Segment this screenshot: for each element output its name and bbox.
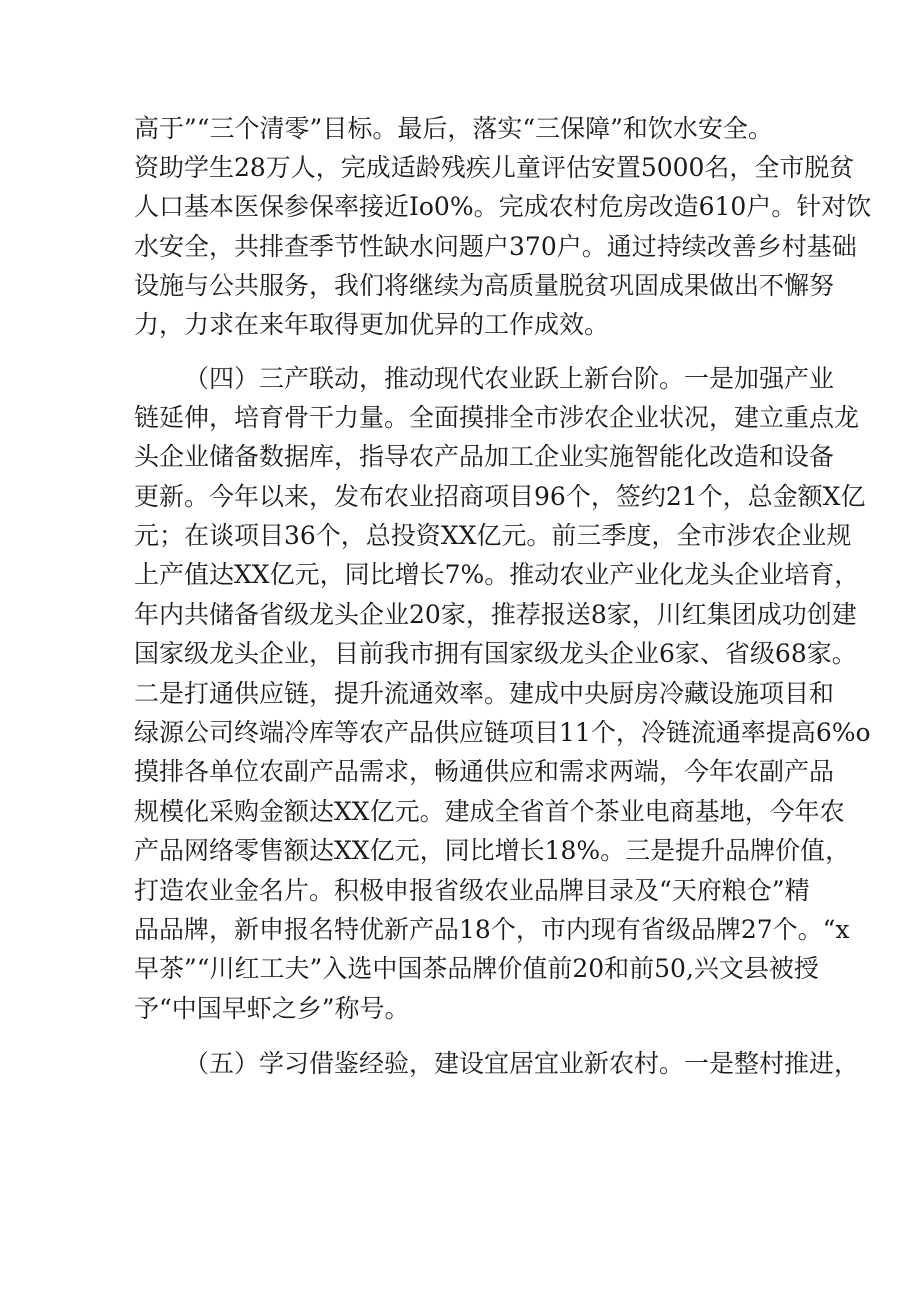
text-line: 产品网络零售额达XX亿元，同比增长18%。三是提升品牌价值，: [134, 836, 851, 865]
text-line: 早茶”“川红工夫”入选中国茶品牌价值前20和前50,兴文县被授: [134, 954, 819, 983]
text-line: 元；在谈项目36个，总投资XX亿元。前三季度，全市涉农企业规: [134, 521, 852, 550]
text-line: 上产值达XX亿元，同比增长7%。推动农业产业化龙头企业培育，: [134, 560, 860, 589]
text-line: 链延伸，培育骨干力量。全面摸排全市涉农企业状况，建立重点龙: [134, 403, 860, 432]
text-line: 绿源公司终端冷库等农产品供应链项目11个，冷链流通率提高6%o: [134, 718, 871, 747]
text-line: 品品牌，新申报名特优新产品18个，市内现有省级品牌27个。“x: [134, 915, 850, 944]
text-line: 头企业储备数据库，指导农产品加工企业实施智能化改造和设备: [134, 442, 835, 471]
text-line: 打造农业金名片。积极申报省级农业品牌目录及“天府粮仓”精: [134, 876, 810, 905]
section-heading-line: （五）学习借鉴经验，建设宜居宜业新农村。一是整村推进，: [184, 1049, 860, 1078]
text-line: 二是打通供应链，提升流通效率。建成中央厨房冷藏设施项目和: [134, 679, 835, 708]
text-line: 摸排各单位农副产品需求，畅通供应和需求两端，今年农副产品: [134, 757, 835, 786]
text-line: 人口基本医保参保率接近Io0%。完成农村危房改造610户。针对饮: [134, 192, 872, 221]
text-line: 高于”“三个清零”目标。最后，落实“三保障”和饮水安全。: [134, 114, 773, 143]
text-line: 国家级龙头企业，目前我市拥有国家级龙头企业6家、省级68家。: [134, 639, 857, 668]
section-heading-line: （四）三产联动，推动现代农业跃上新台阶。一是加强产业: [184, 364, 835, 393]
text-line: 更新。今年以来，发布农业招商项目96个，签约21个，总金额X亿: [134, 482, 866, 511]
text-line: 资助学生28万人，完成适龄残疾儿童评估安置5000名，全市脱贫: [134, 153, 855, 182]
text-line: 力，力求在来年取得更加优异的工作成效。: [134, 310, 610, 339]
text-line: 年内共储备省级龙头企业20家，推荐报送8家，川红集团成功创建: [134, 600, 857, 629]
text-line: 设施与公共服务，我们将继续为高质量脱贫巩固成果做出不懈努: [134, 271, 835, 300]
text-line: 规模化采购金额达XX亿元。建成全省首个茶业电商基地，今年农: [134, 797, 845, 826]
text-line: 予“中国早虾之乡”称号。: [134, 994, 410, 1023]
text-line: 水安全，共排查季节性缺水问题户370户。通过持续改善乡村基础: [134, 232, 857, 261]
